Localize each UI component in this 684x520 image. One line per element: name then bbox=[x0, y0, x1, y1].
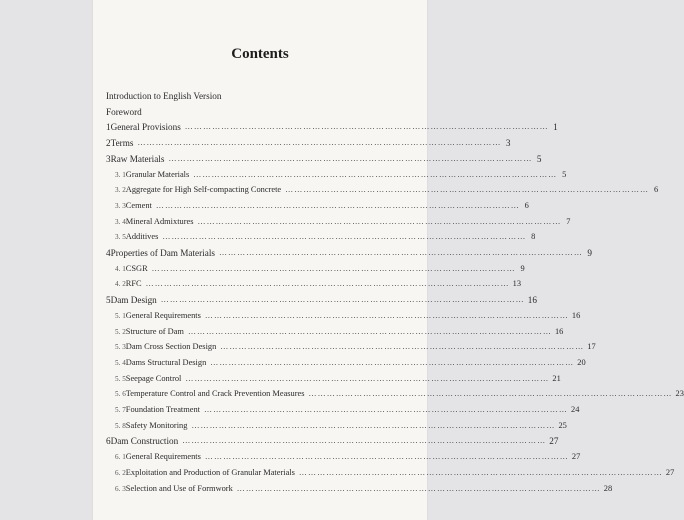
toc-entry-number: 3 bbox=[106, 153, 111, 164]
toc-entry-title: Mineral Admixtures bbox=[125, 216, 194, 226]
toc-page-number: 1 bbox=[553, 122, 558, 133]
toc-front-matter-item bbox=[106, 87, 415, 102]
toc-entry-number: 5 bbox=[106, 295, 111, 306]
toc-entry-title: Foundation Treatment bbox=[125, 405, 200, 414]
toc-leader-dots: ………………………………………………………………………………………………………… bbox=[218, 248, 583, 257]
toc-entry-number: 5. 2 bbox=[115, 327, 126, 336]
toc-page-number: 8 bbox=[531, 232, 536, 242]
toc-entry-title: General Requirements bbox=[125, 452, 201, 462]
toc-leader-dots: ………………………………………………………………………………………………………… bbox=[182, 436, 547, 446]
toc-page-number: 6 bbox=[653, 185, 659, 195]
toc-section-entry bbox=[115, 260, 525, 275]
toc-section-entry bbox=[115, 181, 659, 196]
toc-page-number: 23 bbox=[675, 389, 684, 399]
toc-entry-number: 3. 2 bbox=[115, 186, 126, 195]
toc-leader-dots: ………………………………………………………………………………………………………… bbox=[210, 357, 575, 367]
toc-entry-title: Selection and Use of Formwork bbox=[125, 483, 233, 493]
toc-page-number: 6 bbox=[524, 200, 529, 210]
toc-section-entry bbox=[115, 480, 613, 495]
toc-entry-number: 3. 3 bbox=[115, 201, 126, 210]
toc-chapter-entry bbox=[106, 150, 542, 165]
toc-leader-dots: ………………………………………………………………………………………………………… bbox=[162, 232, 527, 242]
toc-leader-dots: ………………………………………………………………………………………………………… bbox=[151, 263, 516, 273]
toc-page-number: 16 bbox=[554, 326, 564, 336]
toc-entry-title: Additives bbox=[125, 232, 159, 242]
toc-entry-title: Temperature Control and Crack Prevention Measures bbox=[125, 389, 305, 399]
toc-leader-dots: ………………………………………………………………………………………………………… bbox=[285, 185, 650, 195]
toc-leader-dots: ………………………………………………………………………………………………………… bbox=[155, 200, 520, 210]
toc-section-entry bbox=[115, 385, 684, 400]
toc-page-number: 20 bbox=[577, 357, 586, 367]
toc-entry-title: CSGR bbox=[125, 263, 148, 273]
toc-section-entry bbox=[115, 464, 675, 479]
toc-leader-dots: ………………………………………………………………………………………………………… bbox=[220, 342, 585, 352]
toc-section-entry bbox=[115, 213, 571, 228]
toc-leader-dots: ………………………………………………………………………………………………………… bbox=[197, 216, 562, 226]
toc-entry-number: 5. 5 bbox=[115, 374, 126, 383]
toc-entry-title: General Requirements bbox=[125, 310, 201, 320]
toc-chapter-entry bbox=[106, 291, 537, 306]
toc-entry-title: Aggregate for High Self-compacting Concrete bbox=[125, 185, 282, 195]
toc-entry-number: 3. 4 bbox=[115, 217, 126, 226]
toc-section-entry bbox=[115, 166, 567, 181]
toc-leader-dots: ………………………………………………………………………………………………………… bbox=[137, 138, 502, 148]
toc-section-entry bbox=[115, 354, 586, 369]
toc-leader-dots: ………………………………………………………………………………………………………… bbox=[204, 452, 569, 462]
toc-leader-dots: ………………………………………………………………………………………………………… bbox=[204, 405, 568, 414]
toc-entry-number: 5. 4 bbox=[115, 358, 126, 367]
toc-leader-dots: ………………………………………………………………………………………………………… bbox=[185, 373, 550, 383]
toc-entry-number: 3. 1 bbox=[115, 170, 126, 179]
toc-page-number: 28 bbox=[603, 483, 613, 493]
toc-entry-number: 6. 2 bbox=[115, 468, 126, 477]
toc-entry-title: Properties of Dam Materials bbox=[110, 248, 215, 258]
toc-entry-number: 3. 5 bbox=[115, 233, 126, 242]
toc-section-entry bbox=[115, 338, 596, 353]
toc-leader-dots: ………………………………………………………………………………………………………… bbox=[184, 122, 549, 132]
toc-entry-title: Dam Construction bbox=[110, 436, 179, 447]
toc-entry-number: 5. 8 bbox=[115, 421, 126, 430]
toc-entry-title: RFC bbox=[125, 279, 142, 289]
toc-page-number: 16 bbox=[571, 310, 581, 320]
toc-section-entry bbox=[115, 197, 529, 212]
toc-page-number: 7 bbox=[566, 216, 571, 226]
toc-section-entry bbox=[115, 228, 536, 243]
toc-front-matter-label: Foreword bbox=[106, 106, 142, 117]
toc-leader-dots: ………………………………………………………………………………………………………… bbox=[204, 310, 569, 320]
toc-front-matter-label: Introduction to English Version bbox=[106, 91, 222, 101]
toc-page-number: 9 bbox=[587, 248, 592, 258]
toc-entry-number: 5. 1 bbox=[115, 311, 126, 320]
toc-entry-title: Raw Materials bbox=[110, 153, 165, 164]
toc-entry-number: 5. 7 bbox=[115, 406, 126, 414]
toc-entry-number: 6. 1 bbox=[115, 453, 126, 462]
toc-section-entry bbox=[115, 401, 580, 416]
toc-page-number: 17 bbox=[587, 342, 596, 352]
toc-page-number: 27 bbox=[665, 467, 675, 477]
toc-entry-number: 6 bbox=[106, 436, 111, 447]
toc-entry-title: Dam Design bbox=[110, 295, 157, 306]
toc-leader-dots: ………………………………………………………………………………………………………… bbox=[308, 389, 673, 399]
toc-page-number: 3 bbox=[505, 138, 511, 149]
toc-entry-number: 2 bbox=[106, 138, 111, 149]
toc-page-number: 16 bbox=[527, 295, 537, 306]
toc-leader-dots: ………………………………………………………………………………………………………… bbox=[191, 420, 556, 430]
toc-page-number: 5 bbox=[536, 153, 542, 164]
toc-chapter-entry bbox=[106, 432, 559, 447]
toc-page-number: 27 bbox=[549, 436, 559, 447]
toc-page-number: 24 bbox=[571, 405, 580, 414]
toc-entry-title: Terms bbox=[110, 138, 134, 149]
toc-leader-dots: ………………………………………………………………………………………………………… bbox=[236, 483, 601, 493]
toc-leader-dots: ………………………………………………………………………………………………………… bbox=[145, 279, 510, 289]
toc-entry-number: 4. 2 bbox=[115, 280, 126, 289]
toc-section-entry bbox=[115, 417, 567, 432]
toc-leader-dots: ………………………………………………………………………………………………………… bbox=[193, 169, 558, 179]
toc-section-entry bbox=[115, 307, 581, 322]
toc-entry-title: Cement bbox=[125, 200, 152, 210]
toc-section-entry bbox=[115, 275, 521, 290]
toc-chapter-entry bbox=[106, 118, 558, 133]
toc-page-number: 21 bbox=[552, 373, 561, 383]
toc-page-number: 5 bbox=[562, 169, 567, 179]
page-title: Contents bbox=[231, 46, 289, 62]
toc-entry-title: Granular Materials bbox=[125, 169, 190, 179]
toc-leader-dots: ………………………………………………………………………………………………………… bbox=[187, 326, 552, 336]
toc-page-number: 25 bbox=[558, 420, 567, 430]
toc-entry-number: 1 bbox=[106, 122, 111, 133]
toc-chapter-entry bbox=[106, 134, 511, 149]
toc-entry-number: 6. 3 bbox=[115, 484, 126, 493]
toc-section-entry bbox=[115, 370, 561, 385]
toc-page-number: 9 bbox=[520, 263, 525, 273]
toc-section-entry bbox=[115, 323, 564, 338]
toc-section-entry bbox=[115, 448, 581, 463]
toc-entry-title: Exploitation and Production of Granular Materials bbox=[125, 467, 295, 477]
toc-entry-title: Dams Structural Design bbox=[125, 357, 207, 367]
toc-page-number: 27 bbox=[571, 452, 581, 462]
toc-front-matter-item bbox=[106, 103, 415, 118]
toc-leader-dots: ………………………………………………………………………………………………………… bbox=[160, 295, 525, 305]
toc-page-number: 13 bbox=[512, 279, 521, 289]
toc-entry-title: Safety Monitoring bbox=[125, 420, 188, 430]
toc-entry-number: 4 bbox=[106, 248, 111, 258]
toc-entry-title: Structure of Dam bbox=[125, 326, 184, 336]
toc-entry-title: Dam Cross Section Design bbox=[125, 342, 217, 352]
toc-leader-dots: ………………………………………………………………………………………………………… bbox=[298, 467, 663, 477]
toc-leader-dots: ………………………………………………………………………………………………………… bbox=[168, 153, 533, 163]
toc-chapter-entry bbox=[106, 244, 592, 259]
toc-entry-title: General Provisions bbox=[110, 122, 181, 133]
toc-entry-title: Seepage Control bbox=[125, 373, 182, 383]
document-page bbox=[93, 0, 684, 520]
toc-entry-number: 4. 1 bbox=[115, 264, 126, 273]
toc-entry-number: 5. 3 bbox=[115, 343, 126, 352]
toc-entry-number: 5. 6 bbox=[115, 390, 126, 399]
